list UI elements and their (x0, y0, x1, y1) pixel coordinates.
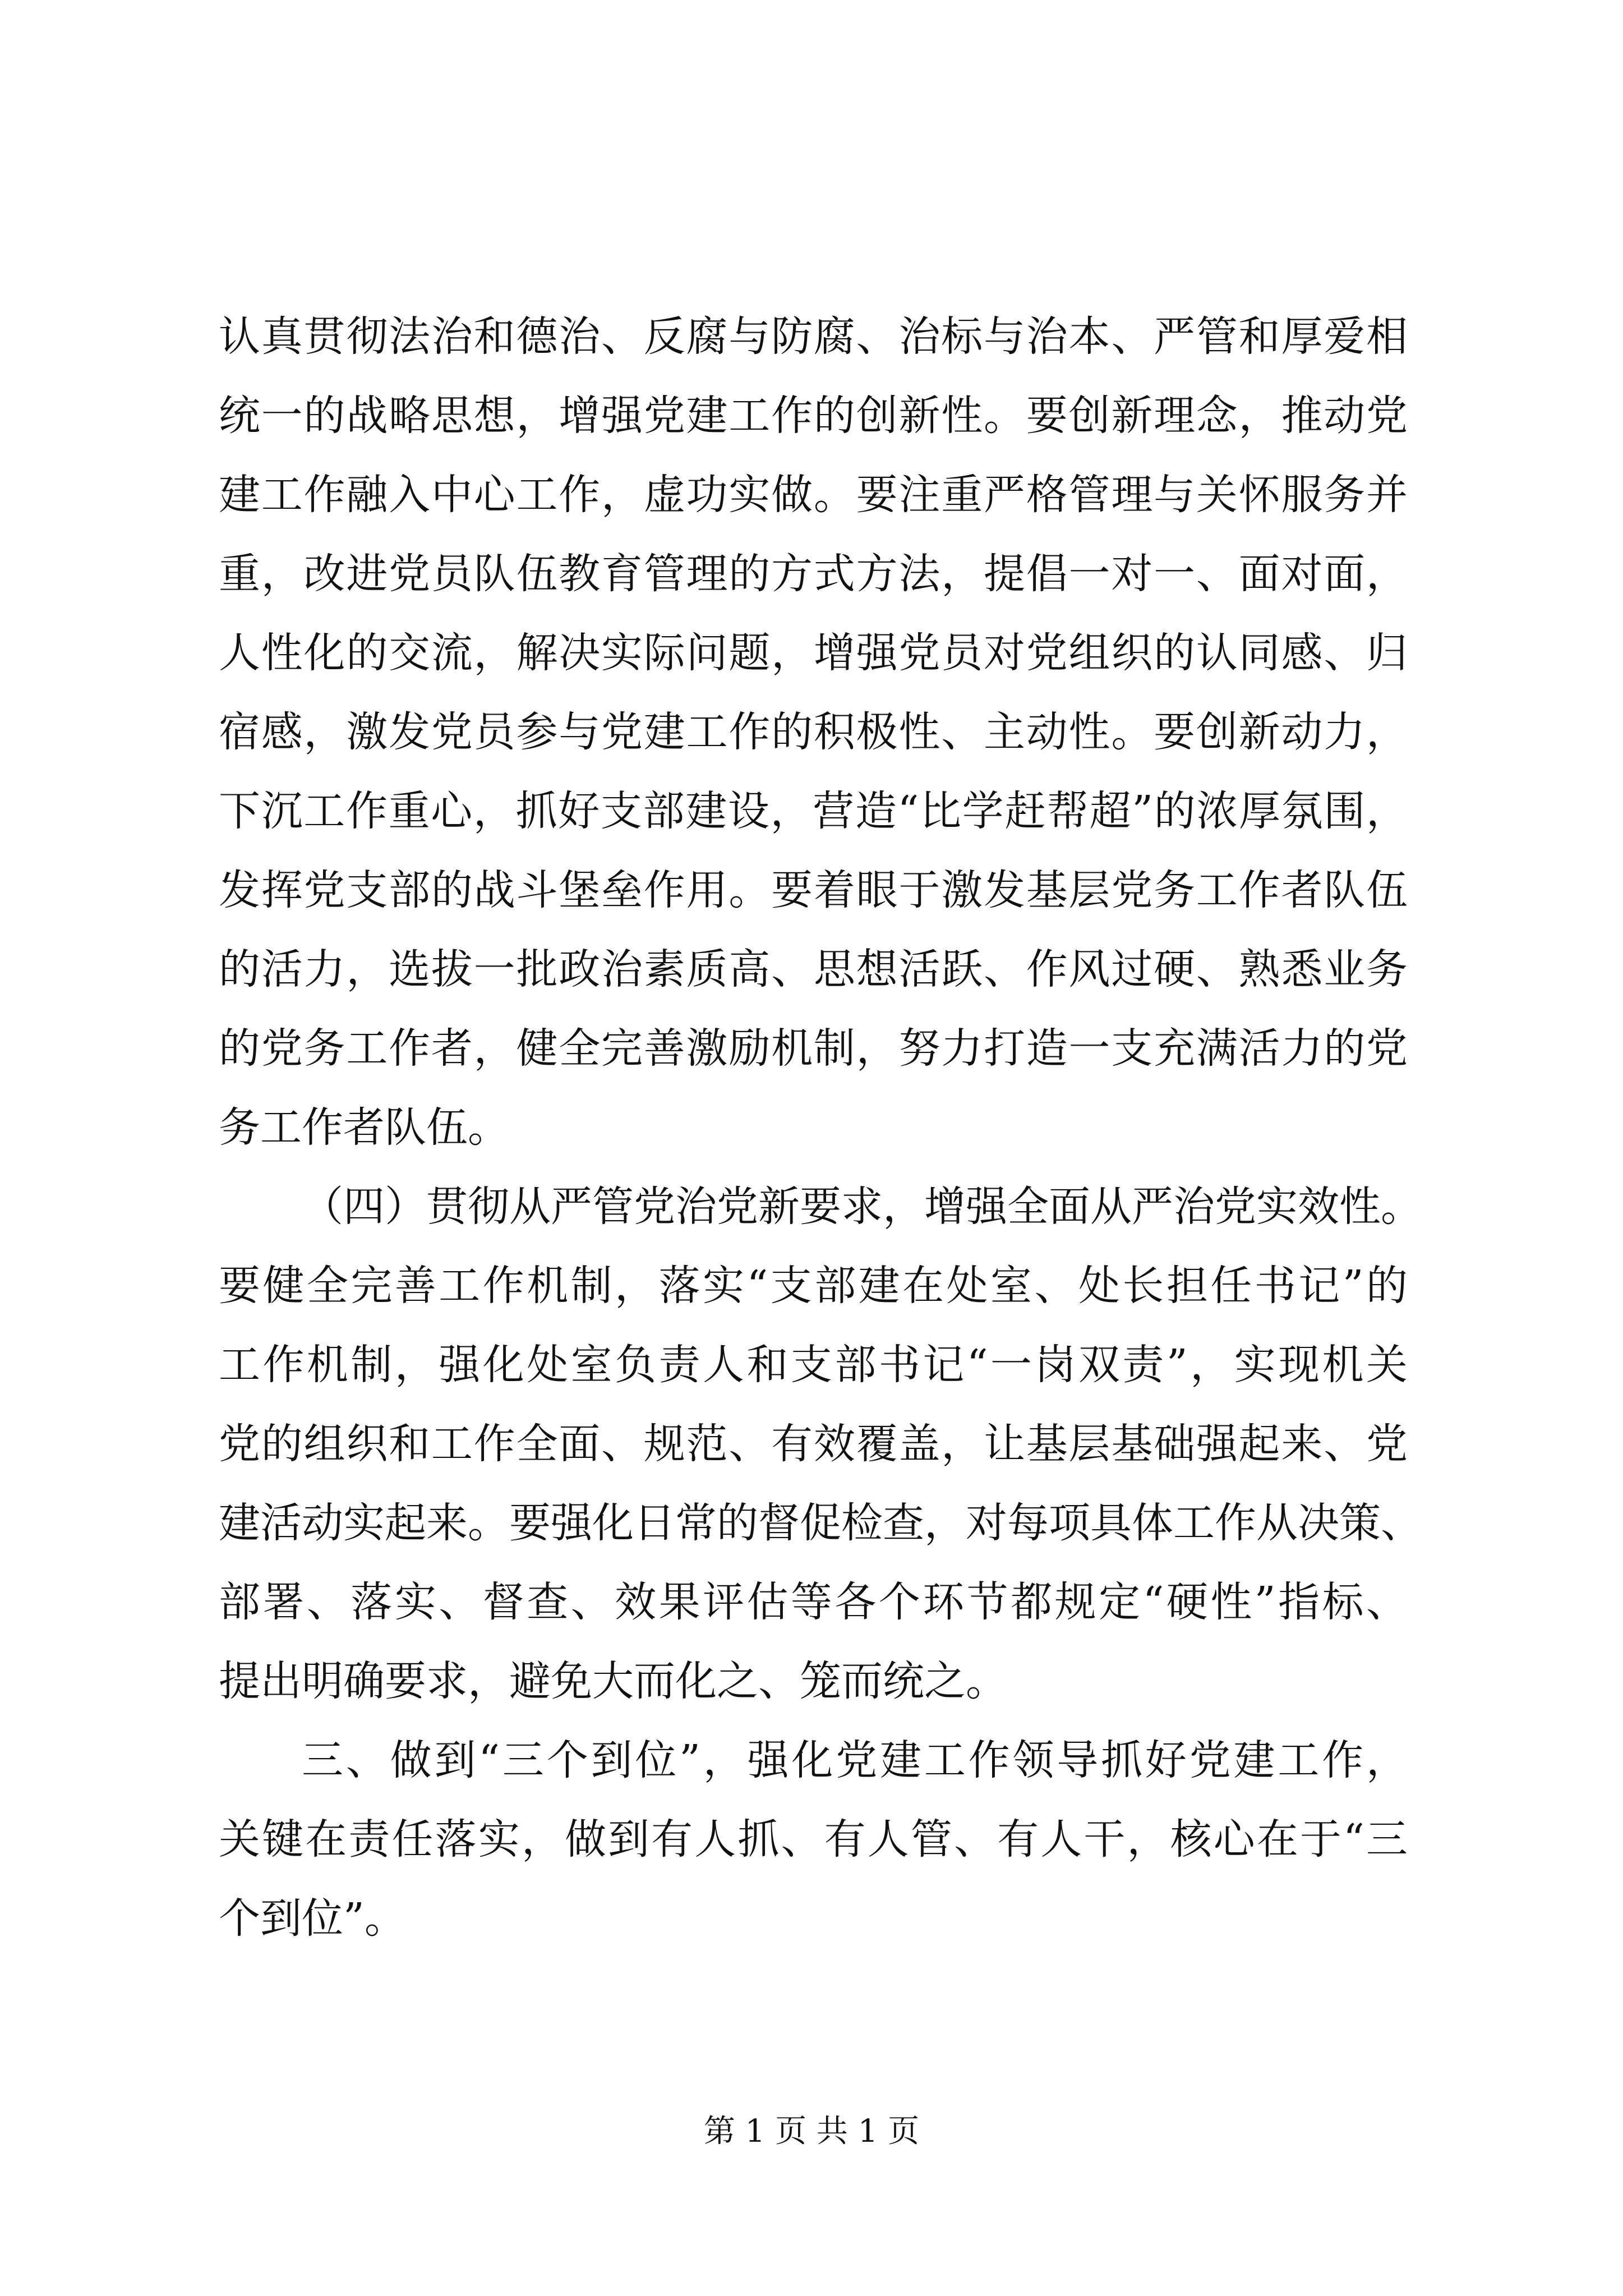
text-line: 务工作者队伍。 (219, 1103, 509, 1152)
text-line: 的党务工作者，健全完善激励机制，努力打造一支充满活力的党 (219, 1024, 1408, 1073)
section-heading-line: 三、做到“三个到位”，强化党建工作领导抓好党建工作， (302, 1736, 1408, 1784)
text-line: 下沉工作重心，抓好支部建设，营造“比学赶帮超”的浓厚氛围， (219, 787, 1408, 835)
text-line: 关键在责任落实，做到有人抓、有人管、有人干，核心在于“三 (219, 1815, 1408, 1864)
text-line: 统一的战略思想，增强党建工作的创新性。要创新理念，推动党 (219, 392, 1408, 440)
text-line: 重，改进党员队伍教育管理的方式方法，提倡一对一、面对面， (219, 550, 1408, 598)
text-line: 的活力，选拔一批政治素质高、思想活跃、作风过硬、熟悉业务 (219, 945, 1408, 993)
text-line: 党的组织和工作全面、规范、有效覆盖，让基层基础强起来、党 (219, 1420, 1408, 1468)
text-line: 个到位”。 (219, 1894, 406, 1943)
text-line: 宿感，激发党员参与党建工作的积极性、主动性。要创新动力， (219, 708, 1408, 756)
page-number-label: 第 1 页 共 1 页 (703, 2113, 920, 2150)
section-heading-line: （四）贯彻从严管党治党新要求，增强全面从严治党实效性。 (302, 1182, 1422, 1231)
text-line: 要健全完善工作机制，落实“支部建在处室、处长担任书记”的 (219, 1262, 1408, 1310)
text-line: 认真贯彻法治和德治、反腐与防腐、治标与治本、严管和厚爱相 (219, 312, 1408, 361)
text-line: 人性化的交流，解决实际问题，增强党员对党组织的认同感、归 (219, 629, 1408, 677)
text-line: 建工作融入中心工作，虚功实做。要注重严格管理与关怀服务并 (219, 471, 1408, 519)
text-line: 工作机制，强化处室负责人和支部书记“一岗双责”，实现机关 (219, 1341, 1408, 1389)
document-body (219, 297, 1422, 1958)
text-line: 提出明确要求，避免大而化之、笼而统之。 (219, 1657, 1007, 1705)
text-line: 建活动实起来。要强化日常的督促检查，对每项具体工作从决策、 (219, 1499, 1422, 1547)
text-line: 发挥党支部的战斗堡垒作用。要着眼于激发基层党务工作者队伍 (219, 866, 1408, 914)
text-line: 部署、落实、督查、效果评估等各个环节都规定“硬性”指标、 (219, 1578, 1408, 1626)
page-footer (0, 2109, 1623, 2154)
